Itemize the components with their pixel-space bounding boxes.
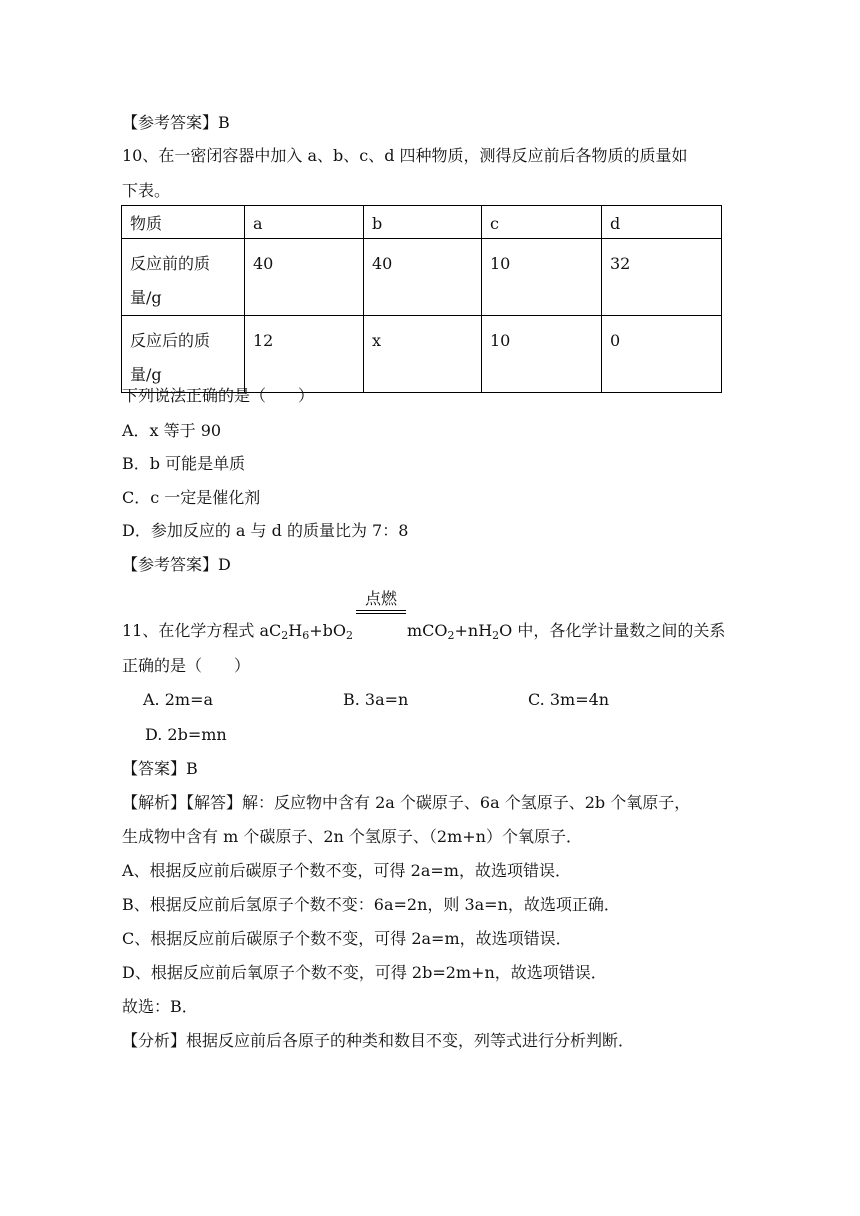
q11-stem-line1: 11、在化学方程式 $aC_2H_6+bO_2$ $mCO_2+nH_2O$ 中，各化学计量数之间的关系 — [122, 621, 726, 642]
table-cell: c — [482, 206, 602, 239]
reaction-condition — [356, 590, 406, 614]
table-cell: 40 — [245, 239, 364, 316]
q11-option-b: B. 3a=n — [343, 690, 409, 709]
reaction-condition-label: 点燃 — [364, 589, 397, 608]
table-cell: 40 — [364, 239, 482, 316]
q10-answer: 【参考答案】D — [122, 555, 231, 574]
q11-analysis-line: C、根据反应前后碳原子个数不变，可得 2a=m，故选项错误． — [122, 929, 572, 948]
q11-option-d: D. 2b=mn — [145, 725, 227, 744]
table-row — [122, 316, 722, 393]
table-cell: 10 — [482, 316, 602, 393]
table-row — [122, 239, 722, 316]
q11-stem-line2: 正确的是（ ） — [122, 656, 251, 675]
table-cell: 32 — [602, 239, 722, 316]
table-cell: 反应前的质量/g — [122, 239, 245, 316]
q10-option-b: B．b 可能是单质 — [122, 454, 246, 473]
q11-analysis-line: 生成物中含有 m 个碳原子、2n 个氢原子、（2m+n）个氧原子． — [122, 827, 582, 846]
q11-analysis-line: D、根据反应前后氧原子个数不变，可得 2b=2m+n，故选项错误． — [122, 963, 607, 982]
table-cell: d — [602, 206, 722, 239]
q11-analysis-line: 故选：B． — [122, 997, 198, 1016]
q10-option-d: D．参加反应的 a 与 d 的质量比为 7：8 — [122, 521, 409, 540]
q11-option-a: A. 2m=a — [143, 690, 214, 709]
table-header-row — [122, 206, 722, 239]
q10-question: 下列说法正确的是（ ） — [122, 386, 315, 405]
q11-analysis-line: B、根据反应前后氢原子个数不变：6a=2n，则 3a=n，故选项正确． — [122, 895, 620, 914]
table-cell: 0 — [602, 316, 722, 393]
q10-stem-line2: 下表。 — [122, 181, 171, 200]
q11-answer: 【答案】B — [122, 759, 198, 778]
reaction-equals-bar — [356, 610, 406, 611]
q11-analysis-line: A、根据反应前后碳原子个数不变，可得 2a=m，故选项错误． — [122, 861, 571, 880]
q11-stem-prefix: 11、在化学方程式 aC — [122, 621, 282, 640]
q10-option-c: C．c 一定是催化剂 — [122, 488, 261, 507]
q11-analysis-note: 【分析】根据反应前后各原子的种类和数目不变，列等式进行分析判断． — [122, 1031, 635, 1050]
reaction-equals-bar — [356, 613, 406, 614]
table-cell: 10 — [482, 239, 602, 316]
table-cell: 反应后的质量/g — [122, 316, 245, 393]
table-cell: b — [364, 206, 482, 239]
prev-answer: 【参考答案】B — [122, 113, 230, 132]
table-cell: 物质 — [122, 206, 245, 239]
q10-stem-line1: 10、在一密闭容器中加入 a、b、c、d 四种物质，测得反应前后各物质的质量如 — [122, 146, 688, 165]
table-cell: 12 — [245, 316, 364, 393]
q11-analysis-line: 【解析】【解答】解：反应物中含有 2a 个碳原子、6a 个氢原子、2b 个氧原子， — [122, 793, 691, 812]
q11-option-c: C. 3m=4n — [528, 690, 610, 709]
table-cell: a — [245, 206, 364, 239]
table-cell: x — [364, 316, 482, 393]
mass-table — [121, 205, 722, 393]
q10-option-a: A．x 等于 90 — [122, 421, 222, 440]
